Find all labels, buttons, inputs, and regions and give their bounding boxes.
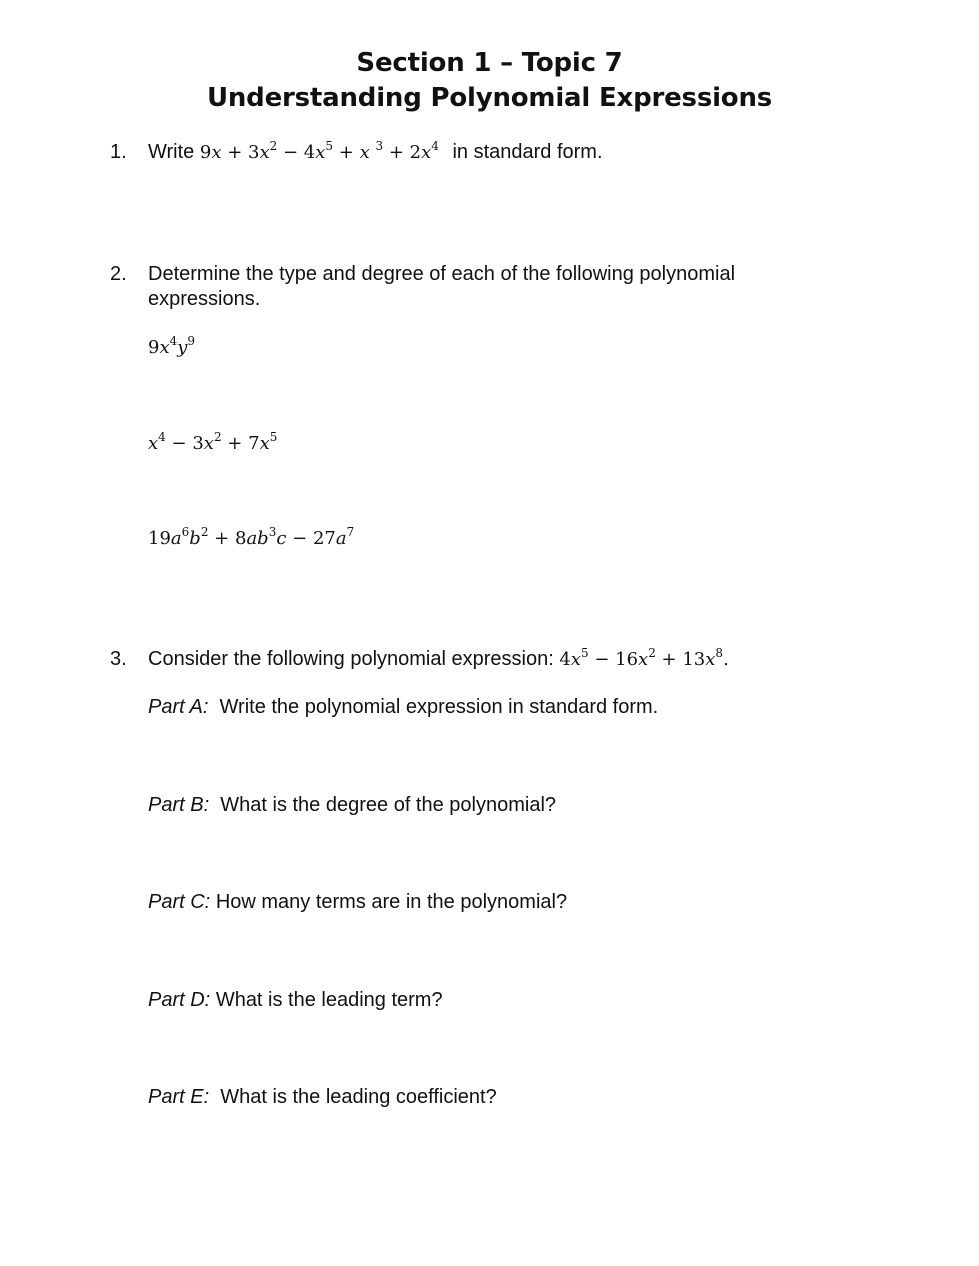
part-d-text: What is the leading term? <box>215 989 443 1011</box>
question-2-expression-3: $19a^6b^2 + 8ab^3c - 27a^7$ <box>148 525 355 549</box>
page-subtitle: Understanding Polynomial Expressions <box>206 83 773 113</box>
question-3-expression: $4x^5 - 16x^2 + 13x^8$. <box>559 646 729 670</box>
question-3-part-a <box>148 694 658 720</box>
question-2-text-line2: expressions. <box>148 288 261 310</box>
question-1-number: 1. <box>110 141 127 163</box>
part-c-text: How many terms are in the polynomial? <box>215 891 568 913</box>
part-b-label: Part B: <box>148 794 210 816</box>
part-e-label: Part E: <box>148 1086 210 1108</box>
question-3-text <box>148 646 729 673</box>
part-c-label: Part C: <box>148 891 211 913</box>
question-3-part-b <box>148 792 556 818</box>
question-1-prefix: Write <box>148 141 195 163</box>
part-d-label: Part D: <box>148 989 211 1011</box>
question-2-text-line1: Determine the type and degree of each of the following polynomial <box>148 263 736 285</box>
question-1-suffix: in standard form. <box>452 141 603 163</box>
part-e-text: What is the leading coefficient? <box>220 1086 497 1108</box>
question-2-number: 2. <box>110 263 127 285</box>
question-3-part-d <box>148 987 443 1013</box>
part-a-label: Part A: <box>148 696 209 718</box>
part-b-text: What is the degree of the polynomial? <box>220 794 557 816</box>
question-2-expression-1: $9x^4y^9$ <box>148 334 196 358</box>
question-3-part-e <box>148 1084 497 1110</box>
page-title: Section 1 – Topic 7 <box>356 48 623 78</box>
question-1-text <box>148 139 603 166</box>
question-1-expression: $9x + 3x^2 - 4x^5 + x$ $^3 + 2x^4$ <box>199 139 439 163</box>
question-3-number: 3. <box>110 648 127 670</box>
question-3-part-c <box>148 889 567 915</box>
question-2-expression-2: $x^4 - 3x^2 + 7x^5$ <box>148 430 278 454</box>
question-3-prompt: Consider the following polynomial expression: <box>148 648 554 670</box>
part-a-text: Write the polynomial expression in standard form. <box>219 696 659 718</box>
